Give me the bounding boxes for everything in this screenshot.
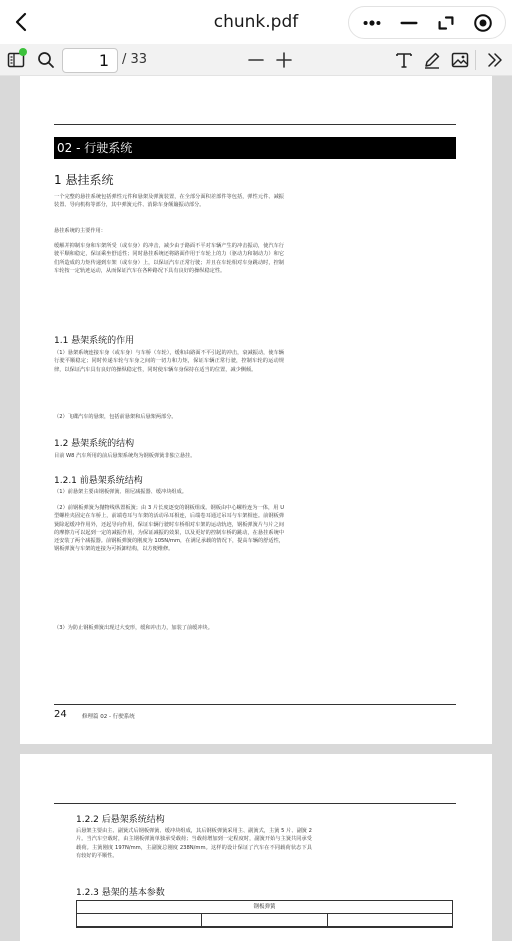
- pdf-page-1: [20, 76, 492, 744]
- toolbar-divider: [475, 50, 476, 70]
- page-number-input[interactable]: [62, 48, 118, 73]
- footer-text: 修理篇 02 - 行驶系统: [82, 714, 135, 720]
- image-button[interactable]: [448, 48, 472, 72]
- table-row: [77, 914, 452, 927]
- chevron-left-icon: [10, 10, 34, 34]
- parameters-table: [76, 900, 453, 928]
- close-button[interactable]: [468, 10, 498, 36]
- more-dots-icon: [361, 12, 383, 34]
- header-rule: [54, 803, 456, 804]
- document-title: chunk.pdf: [213, 12, 299, 32]
- paragraph: 后悬架主要由主、副簧式后钢板弹簧、缓冲块组成，其后钢板弹簧采用主、副簧式，主簧 5 片、副簧 2 片。当汽车空载时，由主钢板弹簧单独承受载荷；当载荷增加到一定程度时，副簧开始与主簧共同承受载荷。主簧刚度 197N/mm，主副簧总刚度 238N/mm。这样的设计保证了汽车在不同载荷状态下具有较好的平顺性。: [76, 828, 312, 859]
- section-title: 1 悬挂系统: [54, 173, 114, 187]
- table-header: 钢板弹簧: [77, 901, 452, 914]
- pdf-viewer[interactable]: [0, 76, 512, 941]
- paragraph: 缓解并抑制车身和车架所受（或车身）的冲击，减少由于路面不平对车辆产生的冲击振动，使汽车行驶平顺和稳定，保证乘坐舒适性；同时悬挂系统还将路面作用于车轮上的力（驱动力和制动力）和它们所造成的力矩传递到车架（或车身）上，以保证汽车正常行驶；并且在车轮相对车身跳动时，控制车轮按一定轨迹运动，从而保证汽车在各种路况下具有良好的操纵稳定性。: [54, 243, 284, 274]
- minus-icon: [246, 50, 266, 70]
- zoom-in-button[interactable]: [272, 48, 296, 72]
- search-icon: [36, 50, 56, 70]
- restore-button[interactable]: [431, 10, 461, 36]
- text-tool-button[interactable]: [392, 48, 416, 72]
- annotate-button[interactable]: [420, 48, 444, 72]
- paragraph: （2）前钢板弹簧为抛物线纵置板簧；由 3 片长度逐变的钢板组成。钢板由中心螺栓连为一体，用 U 型螺栓夹固定在车桥上，前端卷耳与车架的活动吊耳相连，后端卷耳通过吊耳与车架相连。前钢板弹簧除起缓冲作用外，还起导向作用，保证车辆行驶时车桥相对车架的运动轨迹，钢板弹簧片与片之间的摩擦力可以起到一定的减振作用，为保证减振的效果，以及更好的控制车桥的跳动，在悬挂系统中还安装了两个减振器。前钢板弹簧的刚度为 105N/mm，在满足承载的情况下，提高车辆的舒适性，钢板弹簧与车架的连接为可拆卸结构，以方便维修。: [54, 505, 284, 553]
- subsection-title: 1.2 悬架系统的结构: [54, 439, 135, 449]
- paragraph: 悬挂系统的主要作用：: [54, 228, 106, 234]
- status-dot: [19, 48, 27, 56]
- pen-icon: [422, 50, 442, 70]
- image-icon: [450, 50, 470, 70]
- search-button[interactable]: [34, 48, 58, 72]
- minimize-button[interactable]: [394, 10, 424, 36]
- paragraph: （1）前悬架主要由钢板弹簧、阻尼减振器、缓冲块组成。: [54, 489, 187, 495]
- paragraph: （1）悬架系统连接车身（或车身）与车桥（车轮），缓和由路面不平引起的冲击，衰减振动，使车辆行驶平顺稳定；同时传递车轮与车身之间的一切力和力矩，保证车辆正常行驶，控制车轮的运动规律，以保证汽车具有良好的操纵稳定性，同时使车辆车身保持在适当的位置，减少侧倾。: [54, 350, 284, 373]
- subsection-title: 1.1 悬架系统的作用: [54, 336, 135, 346]
- title-bar: [0, 0, 512, 44]
- footer-page-number: 24: [54, 709, 67, 720]
- subsection-title: 1.2.1 前悬架系统结构: [54, 476, 143, 486]
- table-cell: [328, 914, 452, 926]
- plus-icon: [274, 50, 294, 70]
- double-chevron-right-icon: [485, 50, 505, 70]
- paragraph: （2）飞碟汽车的悬架，包括前悬架和后悬架两部分。: [54, 414, 177, 420]
- restore-window-icon: [435, 12, 457, 34]
- table-cell: [202, 914, 327, 926]
- minus-icon: [398, 12, 420, 34]
- page-total-label: / 33: [122, 52, 148, 67]
- pdf-page-2: [20, 754, 492, 941]
- text-tool-icon: [394, 50, 414, 70]
- paragraph: （3）为防止钢板弹簧出现过大变形，缓和冲击力，加装了前缓冲块。: [54, 625, 213, 631]
- window-controls-capsule: [348, 6, 506, 39]
- expand-toolbar-button[interactable]: [483, 48, 507, 72]
- subsection-title: 1.2.3 悬架的基本参数: [76, 888, 165, 898]
- footer-rule: [54, 704, 456, 705]
- zoom-out-button[interactable]: [244, 48, 268, 72]
- subsection-title: 1.2.2 后悬架系统结构: [76, 815, 165, 825]
- chapter-heading: 02 - 行驶系统: [54, 137, 456, 159]
- paragraph: 一个完整的悬挂系统包括弹性元件和悬架及弹簧装置，在全部分面积差部件等包括，弹性元件、减振装置、导向机构等部分，其中弹簧元件、消除车身颠簸振动部分。: [54, 194, 284, 209]
- table-cell: [77, 914, 202, 926]
- target-close-icon: [472, 12, 494, 34]
- back-button[interactable]: [10, 10, 34, 34]
- paragraph: 目前 W8 汽车所用的前后悬架系统均为钢板弹簧非独立悬挂。: [54, 453, 196, 459]
- header-rule: [54, 124, 456, 125]
- more-button[interactable]: [357, 10, 387, 36]
